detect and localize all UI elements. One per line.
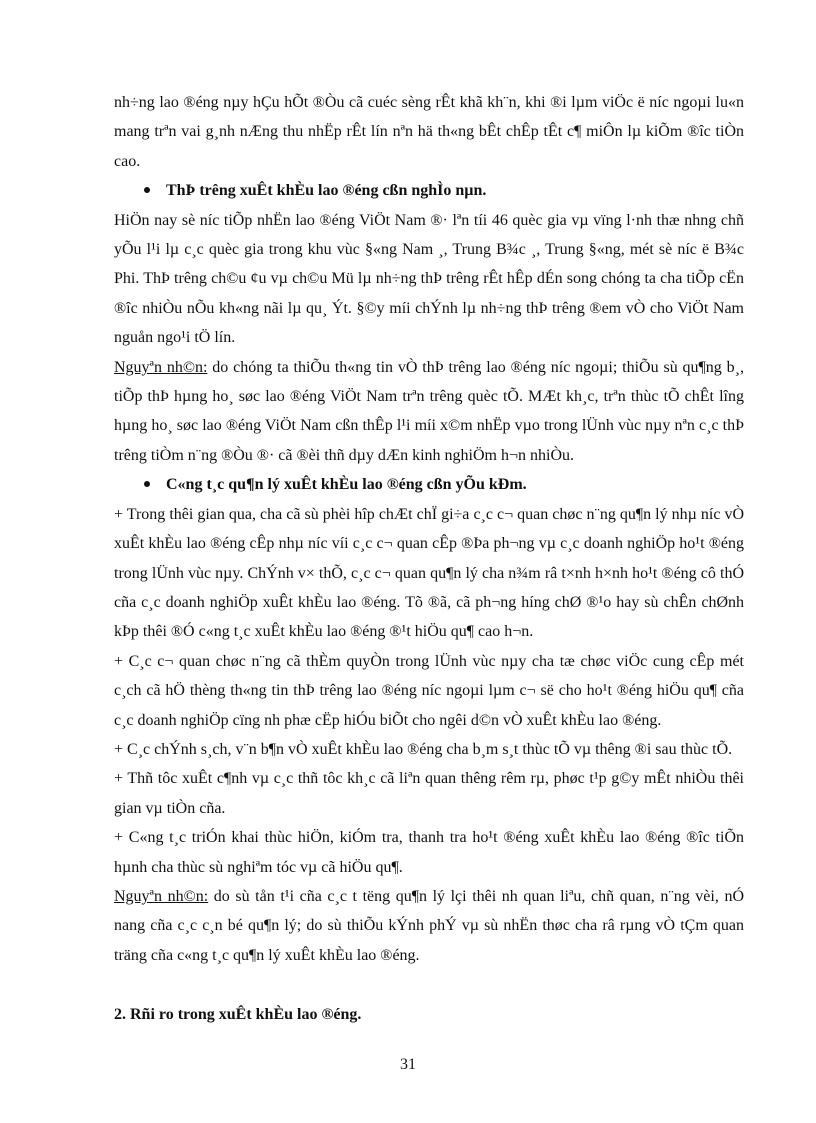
paragraph-4: + Trong thêi gian qua, cha cã sù phèi hîp chÆt chÏ gi÷a c¸c c¬ quan chøc n¨ng qu¶n lý nhµ níc vÒ xuÊt khÈu lao ®éng cÊp nhµ níc víi c¸c c¬ quan cÊp ®Þa ph¬ng vµ c¸c doanh nghiÖp ho¹t ®éng trong lÜnh vùc nµy. ChÝnh v× thÕ, c¸c c¬ quan qu¶n lý cha n¾m râ t×nh h×nh ho¹t ®éng cô thÓ cña c¸c doanh nghiÖp xuÊt khÈu lao ®éng. Tõ ®ã, cã ph¬ng híng chØ ®¹o hay sù chÊn chØnh kÞp thêi ®Ó c«ng t¸c xuÊt khÈu lao ®éng ®¹t hiÖu qu¶ cao h¬n. bbox=[114, 505, 744, 641]
cause-text: do sù tån t¹i cña c¸c t tëng qu¶n lý lçi thêi nh quan liªu, chñ quan, n¨ng vèi, nÓ nang cña c¸c c¸n bé qu¶n lý; do sù thiÕu kÝnh phÝ vµ sù nhËn thøc cha râ rµng vÒ tÇm quan träng cña c«ng t¸c qu¶n lý xuÊt khÈu lao ®éng. bbox=[114, 887, 744, 964]
bullet-market-poor bbox=[114, 176, 744, 205]
bullet-management-weak bbox=[114, 470, 744, 499]
cause-label: Nguyªn nh©n: bbox=[114, 358, 208, 376]
bullet-dot-icon bbox=[144, 187, 150, 193]
page-number: 31 bbox=[400, 1056, 416, 1073]
paragraph-2: HiÖn nay sè níc tiÕp nhËn lao ®éng ViÖt Nam ®· lªn tíi 46 quèc gia vµ vïng l·nh thæ nhng chñ yÕu l¹i lµ c¸c quèc gia trong khu vùc §«ng Nam ¸, Trung B¾c ¸, Trung §«ng, mét sè níc ë B¾c Phi. ThÞ trêng ch©u ¢u vµ ch©u Mü lµ nh÷ng thÞ trêng rÊt hÊp dÉn song chóng ta cha tiÕp cËn ®îc nhiÒu nÕu kh«ng nãi lµ qu¸ Ýt. §©y míi chÝnh lµ nh÷ng thÞ trêng ®em vÒ cho ViÖt Nam nguån ngo¹i tÖ lín. bbox=[114, 211, 744, 347]
bullet-text: ThÞ trêng xuÊt khÈu lao ®éng cßn nghÌo nµn. bbox=[166, 182, 487, 200]
bullet-text: C«ng t¸c qu¶n lý xuÊt khÈu lao ®éng cßn yÕu kÐm. bbox=[166, 476, 527, 494]
paragraph-1: nh÷ng lao ®éng nµy hÇu hÕt ®Òu cã cuéc sèng rÊt khã kh¨n, khi ®i lµm viÖc ë níc ngoµi lu«n mang trªn vai g¸nh nÆng thu nhËp rÊt lín nªn hä th«ng bÊt chÊp tÊt c¶ miÔn lµ kiÕm ®îc tiÒn cao. bbox=[114, 94, 744, 170]
spacer bbox=[114, 970, 744, 1000]
section-heading: 2. Rñi ro trong xuÊt khÈu lao ®éng. bbox=[114, 1006, 362, 1024]
paragraph-7: + Thñ tôc xuÊt c¶nh vµ c¸c thñ tôc kh¸c cã liªn quan thêng rêm rµ, phøc t¹p g©y mÊt nhiÒu thêi gian vµ tiÒn cña. bbox=[114, 770, 744, 817]
cause-text: do chóng ta thiÕu th«ng tin vÒ thÞ trêng lao ®éng níc ngoµi; thiÕu sù qu¶ng b¸, tiÕp thÞ hµng ho¸ søc lao ®éng ViÖt Nam trªn trêng quèc tÕ. MÆt kh¸c, trªn thùc tÕ chÊt lîng hµng ho¸ søc lao ®éng ViÖt Nam cßn thÊp l¹i míi x©m nhËp vµo trong lÜnh vùc nµy nªn c¸c thÞ trêng tiÒm n¨ng ®Òu ®· cã ®èi thñ dµy dÆn kinh nghiÖm h¬n nhiÒu. bbox=[114, 358, 744, 464]
cause-label: Nguyªn nh©n: bbox=[114, 887, 209, 905]
page-body bbox=[114, 88, 744, 1030]
paragraph-9 bbox=[114, 882, 744, 970]
paragraph-5: + C¸c c¬ quan chøc n¨ng cã thÈm quyÒn trong lÜnh vùc nµy cha tæ chøc viÖc cung cÊp mét c¸ch cã hÖ thèng th«ng tin thÞ trêng lao ®éng níc ngoµi lµm c¬ së cho ho¹t ®éng hiÖu qu¶ cña c¸c doanh nghiÖp cïng nh phæ cËp hiÓu biÕt cho ngêi d©n vÒ xuÊt khÈu lao ®éng. bbox=[114, 652, 744, 729]
bullet-dot-icon bbox=[144, 481, 150, 487]
paragraph-3 bbox=[114, 353, 744, 471]
paragraph-8: + C«ng t¸c triÓn khai thùc hiÖn, kiÓm tra, thanh tra ho¹t ®éng xuÊt khÈu lao ®éng ®îc tiÕn hµnh cha thùc sù nghiªm tóc vµ cã hiÖu qu¶. bbox=[114, 829, 744, 876]
paragraph-6: + C¸c chÝnh s¸ch, v¨n b¶n vÒ xuÊt khÈu lao ®éng cha b¸m s¸t thùc tÕ vµ thêng ®i sau thùc tÕ. bbox=[114, 740, 733, 758]
